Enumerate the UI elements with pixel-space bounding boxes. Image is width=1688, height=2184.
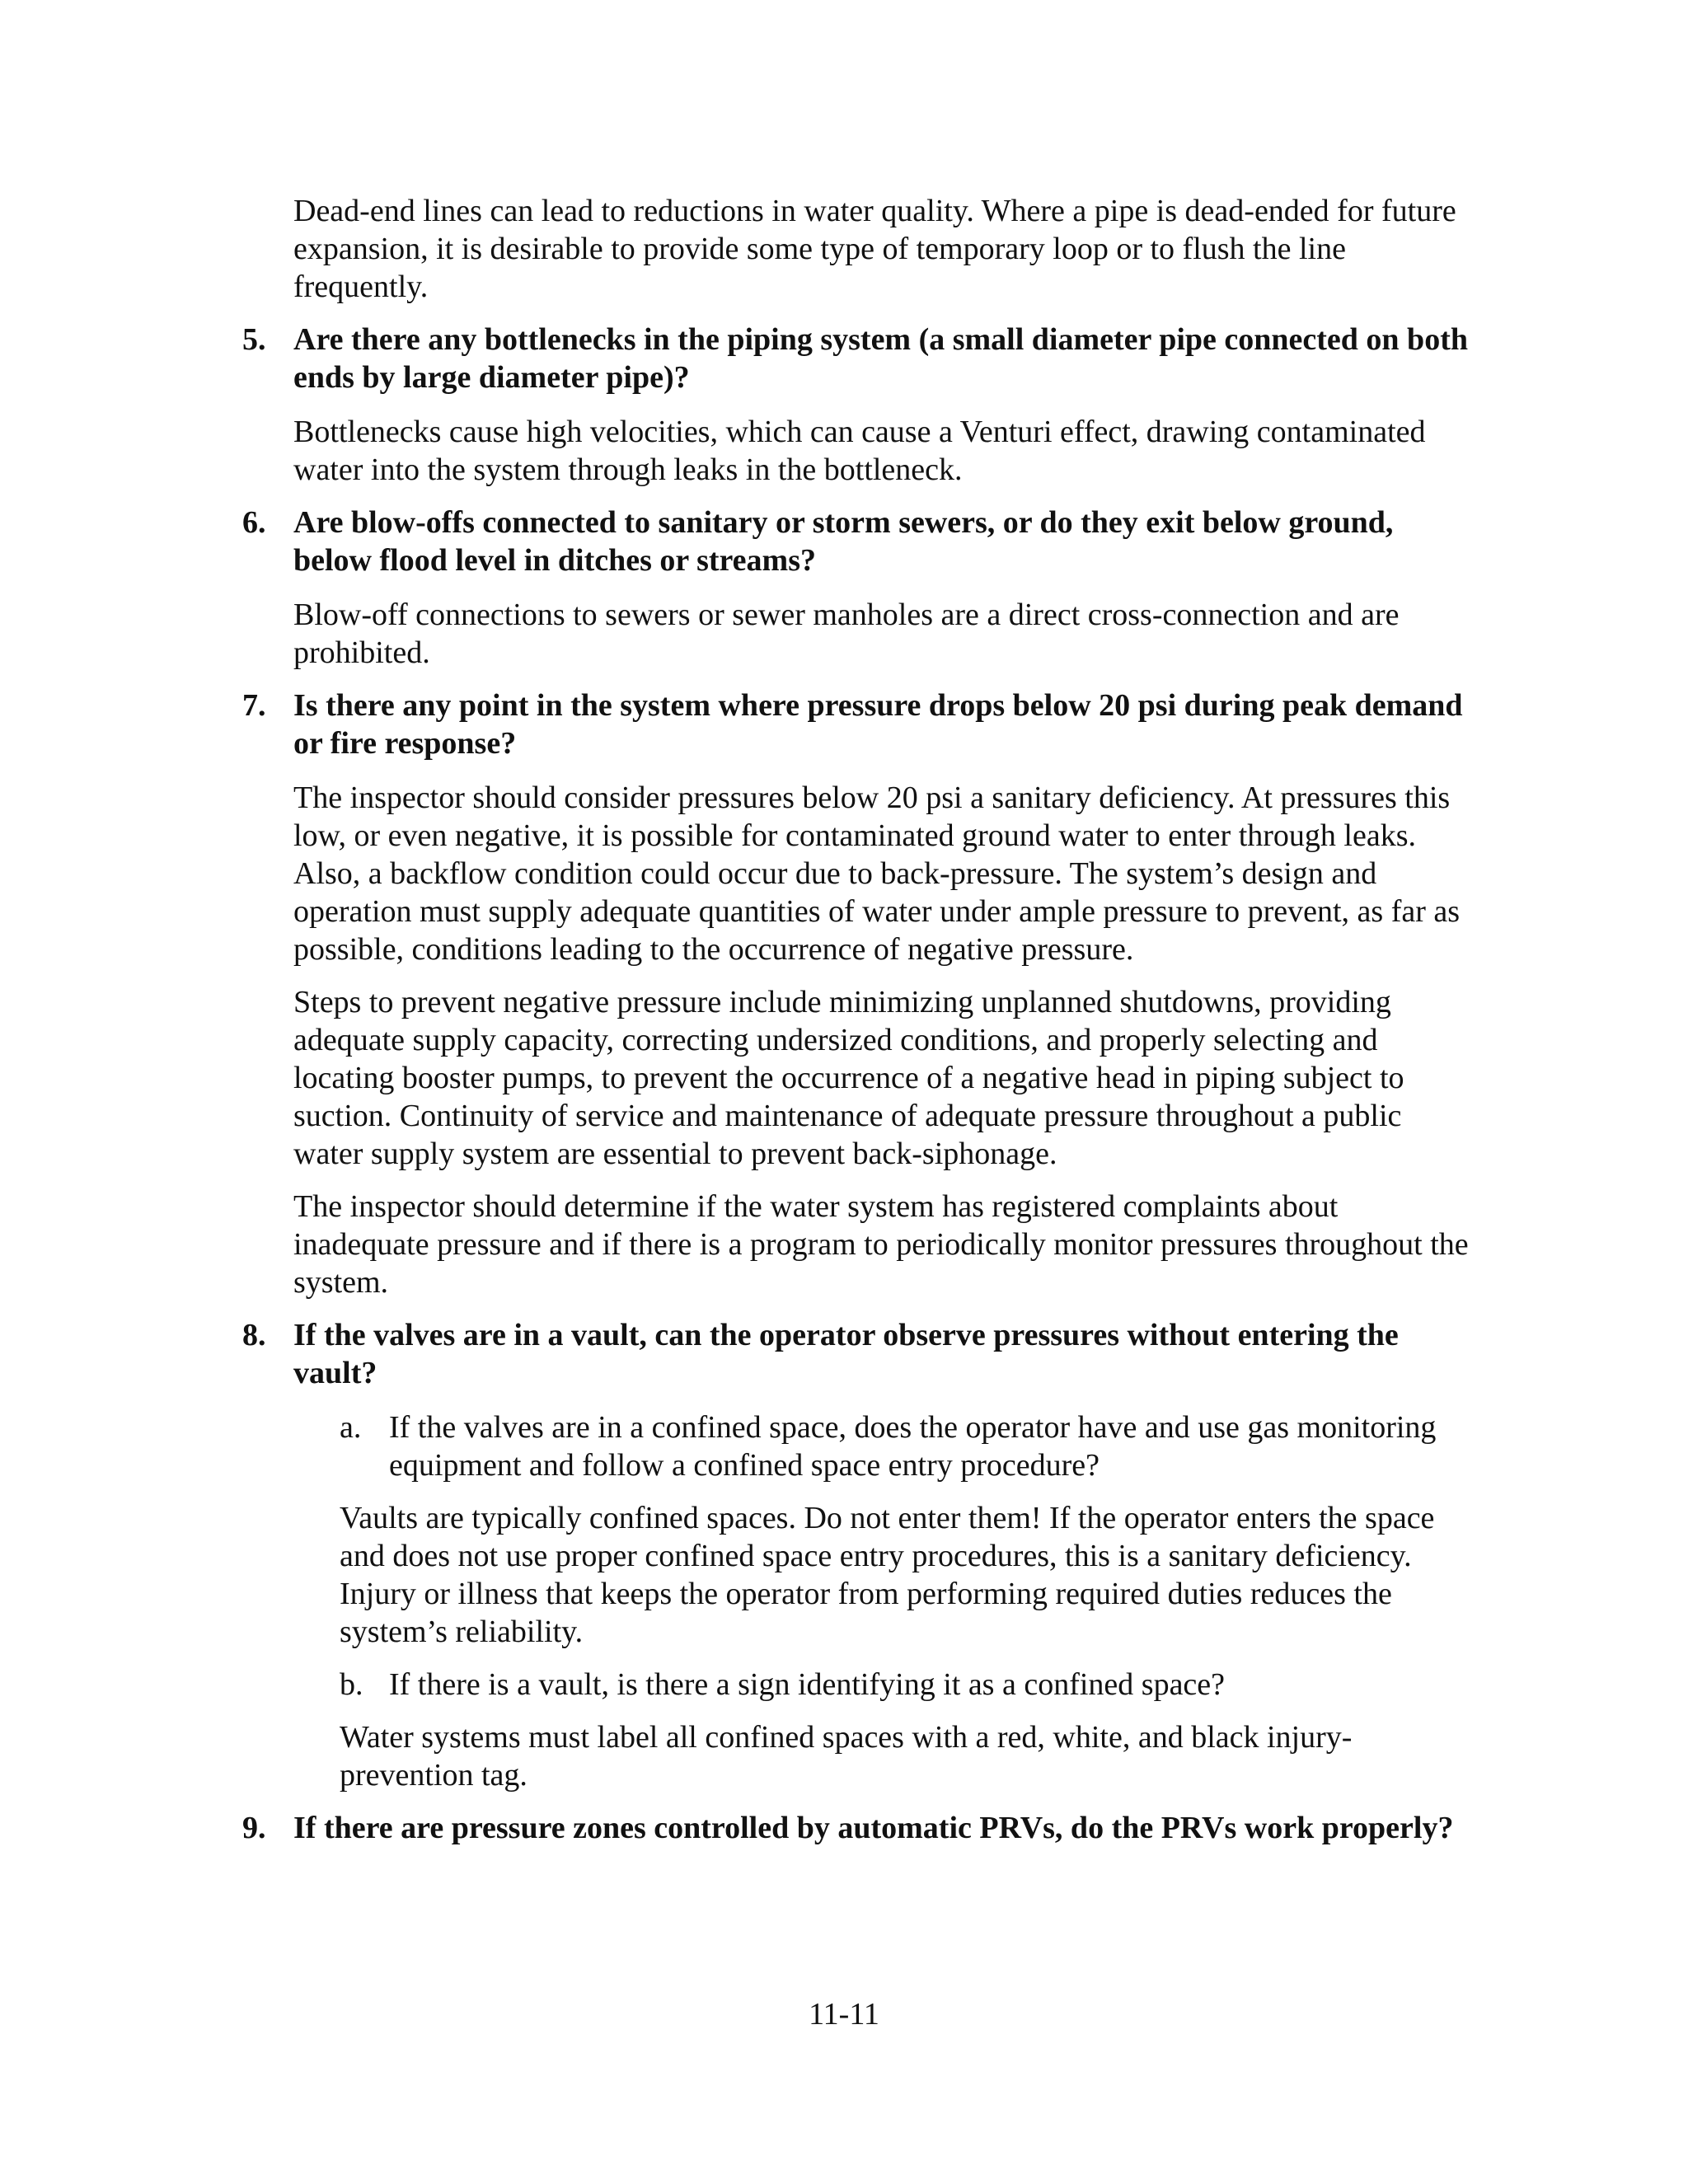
question-number: 6.: [242, 505, 266, 540]
sub-item-label: a.: [340, 1410, 362, 1445]
question-number: 8.: [242, 1318, 266, 1352]
question-6-answer: Blow-off connections to sewers or sewer manholes are a direct cross-connection and are prohibited.: [293, 598, 1400, 670]
sub-item-text: If the valves are in a confined space, does the operator have and use gas monitoring equipment and follow a confined space entry procedure?: [389, 1410, 1437, 1483]
question-number: 7.: [242, 688, 266, 723]
question-7-answer-1: The inspector should consider pressures below 20 psi a sanitary deficiency. At pressures this low, or even negative, it is possible for contaminated ground water to enter through leaks. Also, a backflow condition could occur due to back-pressure. The system’s design and operation must supply adequate quantities of water under ample pressure to prevent, as far as possible, conditions leading to the occurrence of negative pressure.: [293, 780, 1461, 967]
sub-item-label: b.: [340, 1667, 363, 1702]
sub-item-8a: [340, 1408, 1470, 1484]
question-text: Are blow-offs connected to sanitary or storm sewers, or do they exit below ground, below flood level in ditches or streams?: [293, 505, 1394, 578]
page-content: [242, 192, 1470, 1863]
sub-item-8b-answer: Water systems must label all confined spaces with a red, white, and black injury-prevention tag.: [340, 1720, 1353, 1793]
question-5: [242, 321, 1470, 396]
question-number: 9.: [242, 1811, 266, 1845]
question-7-answer-2: Steps to prevent negative pressure include minimizing unplanned shutdowns, providing adequate supply capacity, correcting undersized conditions, and properly selecting and locating booster pumps, to prevent the occurrence of a negative head in piping subject to suction. Continuity of service and maintenance of adequate pressure throughout a public water supply system are essential to prevent back-siphonage.: [293, 985, 1404, 1171]
question-5-answer: Bottlenecks cause high velocities, which can cause a Venturi effect, drawing contaminated water into the system through leaks in the bottleneck.: [293, 415, 1426, 487]
question-8: [242, 1316, 1470, 1392]
question-7: [242, 687, 1470, 762]
question-text: If the valves are in a vault, can the operator observe pressures without entering the vault?: [293, 1318, 1399, 1390]
sub-item-8b: [340, 1666, 1470, 1704]
question-9: [242, 1809, 1470, 1847]
sub-item-text: If there is a vault, is there a sign identifying it as a confined space?: [389, 1667, 1226, 1702]
question-text: If there are pressure zones controlled by automatic PRVs, do the PRVs work properly?: [293, 1811, 1454, 1845]
question-text: Are there any bottlenecks in the piping system (a small diameter pipe connected on both ends by large diameter pipe)?: [293, 322, 1468, 395]
sub-item-8a-answer: Vaults are typically confined spaces. Do not enter them! If the operator enters the space and does not use proper confined space entry procedures, this is a sanitary deficiency. Injury or illness that keeps the operator from performing required duties reduces the system’s reliability.: [340, 1501, 1435, 1649]
question-6: [242, 504, 1470, 579]
intro-paragraph: Dead-end lines can lead to reductions in water quality. Where a pipe is dead-ended for future expansion, it is desirable to provide some type of temporary loop or to flush the line frequently.: [293, 194, 1456, 304]
question-7-answer-3: The inspector should determine if the water system has registered complaints about inadequate pressure and if there is a program to periodically monitor pressures throughout the system.: [293, 1189, 1469, 1300]
question-number: 5.: [242, 322, 266, 357]
page-number: 11-11: [809, 1997, 879, 2032]
question-text: Is there any point in the system where pressure drops below 20 psi during peak demand or fire response?: [293, 688, 1463, 761]
